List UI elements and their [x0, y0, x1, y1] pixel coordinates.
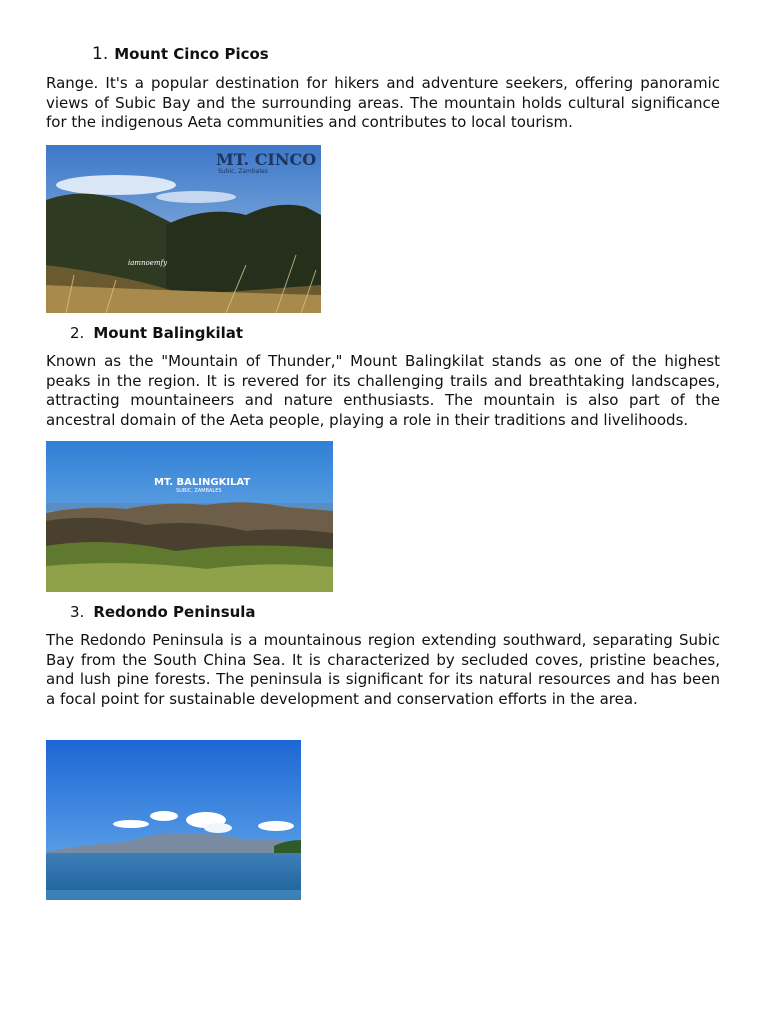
section-number-3: 3. [70, 603, 85, 621]
section-heading-3 [70, 603, 256, 621]
mount-balingkilat-photo [46, 441, 333, 592]
section-text-2: Known as the "Mountain of Thunder," Mount Balingkilat stands as one of the highest peaks in the region. It is revered for its challenging trails and breathtaking landscapes, attracting mountaineers and nature enthusiasts. The mountain is also part of the ancestral domain of the Aeta people, playing a role in their traditions and livelihoods. [46, 352, 720, 429]
redondo-peninsula-photo [46, 740, 301, 900]
section-text-1: Range. It's a popular destination for hikers and adventure seekers, offering panoramic views of Subic Bay and the surrounding areas. The mountain holds cultural significance for the indigenous Aeta communities and contributes to local tourism. [46, 74, 720, 131]
section-title-2: Mount Balingkilat [93, 324, 244, 342]
section-text-3: The Redondo Peninsula is a mountainous region extending southward, separating Subic Bay from the South China Sea. It is characterized by secluded coves, pristine beaches, and lush pine forests. The peninsula is significant for its natural resources and has been a focal point for sustainable development and conservation efforts in the area. [46, 631, 720, 708]
section-heading-1 [92, 44, 269, 64]
photo-subcaption-1: Subic, Zambales [218, 168, 268, 175]
photo-signature-1: iamnoemfy [128, 259, 168, 267]
section-number-1: 1. [92, 44, 109, 64]
section-number-2: 2. [70, 324, 85, 342]
mount-cinco-picos-photo [46, 145, 321, 313]
section-heading-2 [70, 324, 243, 342]
photo-subcaption-2: SUBIC, ZAMBALES [176, 488, 222, 494]
section-title-1: Mount Cinco Picos [114, 45, 269, 63]
section-title-3: Redondo Peninsula [93, 603, 256, 621]
photo-caption-2: MT. BALINGKILAT [154, 477, 251, 488]
photo-caption-1: MT. CINCO [216, 150, 317, 169]
